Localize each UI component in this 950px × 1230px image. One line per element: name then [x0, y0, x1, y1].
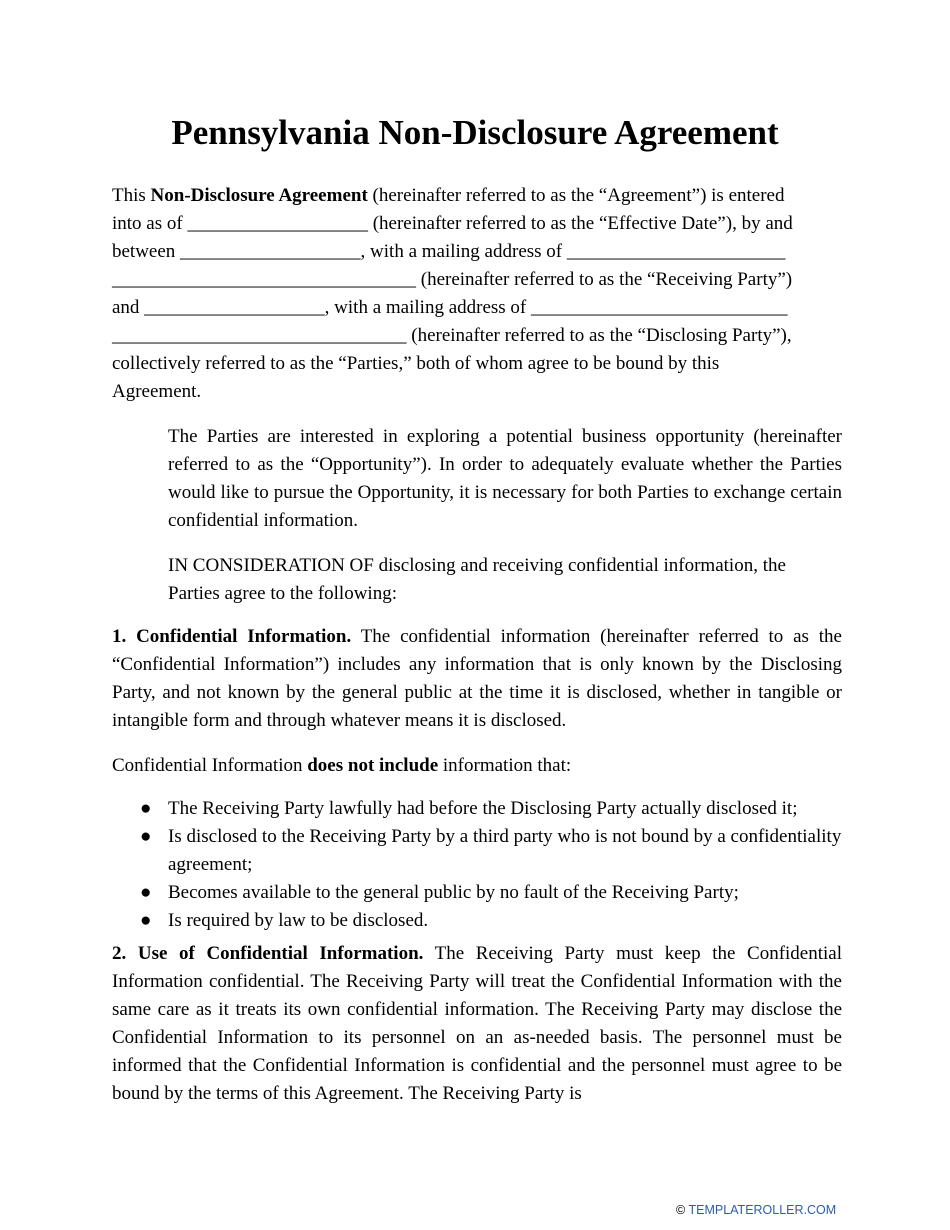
templateroller-link[interactable]: TEMPLATEROLLER.COM [688, 1203, 837, 1217]
exclusions-lead: Confidential Information does not include information that: [112, 755, 572, 776]
bullet-icon: ● [140, 798, 152, 819]
receiving-party-address-line: ________________________________ (hereinafter referred to as the “Receiving Party”) [112, 269, 793, 290]
list-item: ● The Receiving Party lawfully had before the Disclosing Party actually disclosed it; [140, 795, 850, 823]
list-item: ● Becomes available to the general public by no fault of the Receiving Party; [140, 879, 850, 907]
bullet-icon: ● [140, 910, 152, 931]
section-use-of-confidential-information: 2. Use of Confidential Information. The Receiving Party must keep the Confidential Information confidential. The Receiving Party will treat the Confidential Information with the same care as it treats its own confidential information. The Receiving Party may disclose the Confidential Information to its personnel on an as-needed basis. The personnel must be informed that the Confidential Information is confidential and the personnel must agree to be bound by the terms of this Agreement. The Receiving Party is [112, 943, 842, 1104]
section-heading: 1. Confidential Information. [112, 626, 352, 647]
intro-paragraph: This Non-Disclosure Agreement (hereinafter referred to as the “Agreement”) is entered into as of ___________________ (hereinafter referred to as the “Effective Date”), by and between ___________________, with a mailing address of _______________________ ________________________________ (hereinafter referred to as the “Receiving Party”) and ___________________, with a mailing address of ___________________________ _______________________________ (hereinafter referred to as the “Disclosing Party”), collectively referred to as the “Parties,” both of whom agree to be bound by this Agreement. [112, 182, 842, 406]
disclosing-party-line: and ___________________, with a mailing address of ___________________________ [112, 297, 788, 318]
agreement-name: Non-Disclosure Agreement [150, 185, 368, 206]
list-item: ● Is required by law to be disclosed. [140, 907, 850, 935]
list-item: ● Is disclosed to the Receiving Party by a third party who is not bound by a confidentiality agreement; [140, 823, 850, 879]
consideration-paragraph: IN CONSIDERATION OF disclosing and receiving confidential information, the Parties agree to the following: [168, 555, 786, 604]
section-confidential-information: 1. Confidential Information. The confidential information (hereinafter referred to as the “Confidential Information”) includes any information that is only known by the Disclosing Party, and not known by the general public at the time it is disclosed, whether in tangible or intangible form and through whatever means it is disclosed. [112, 626, 842, 731]
bullet-icon: ● [140, 826, 152, 847]
disclosing-party-address-line: _______________________________ (hereinafter referred to as the “Disclosing Party”), [112, 325, 792, 346]
section-heading: 2. Use of Confidential Information. [112, 943, 424, 964]
footer-copyright [676, 1203, 836, 1217]
opportunity-paragraph: The Parties are interested in exploring a potential business opportunity (hereinafter referred to as the “Opportunity”). In order to adequately evaluate whether the Parties would like to pursue the Opportunity, it is necessary for both Parties to exchange certain confidential information. [168, 426, 842, 531]
receiving-party-line: between ___________________, with a mailing address of _______________________ [112, 241, 786, 262]
bullet-icon: ● [140, 882, 152, 903]
exclusions-list [140, 795, 850, 935]
copyright-icon: © [676, 1203, 686, 1217]
document-title: Pennsylvania Non-Disclosure Agreement [171, 113, 779, 152]
effective-date-line: into as of ___________________ (hereinafter referred to as the “Effective Date”), by and [112, 213, 793, 234]
